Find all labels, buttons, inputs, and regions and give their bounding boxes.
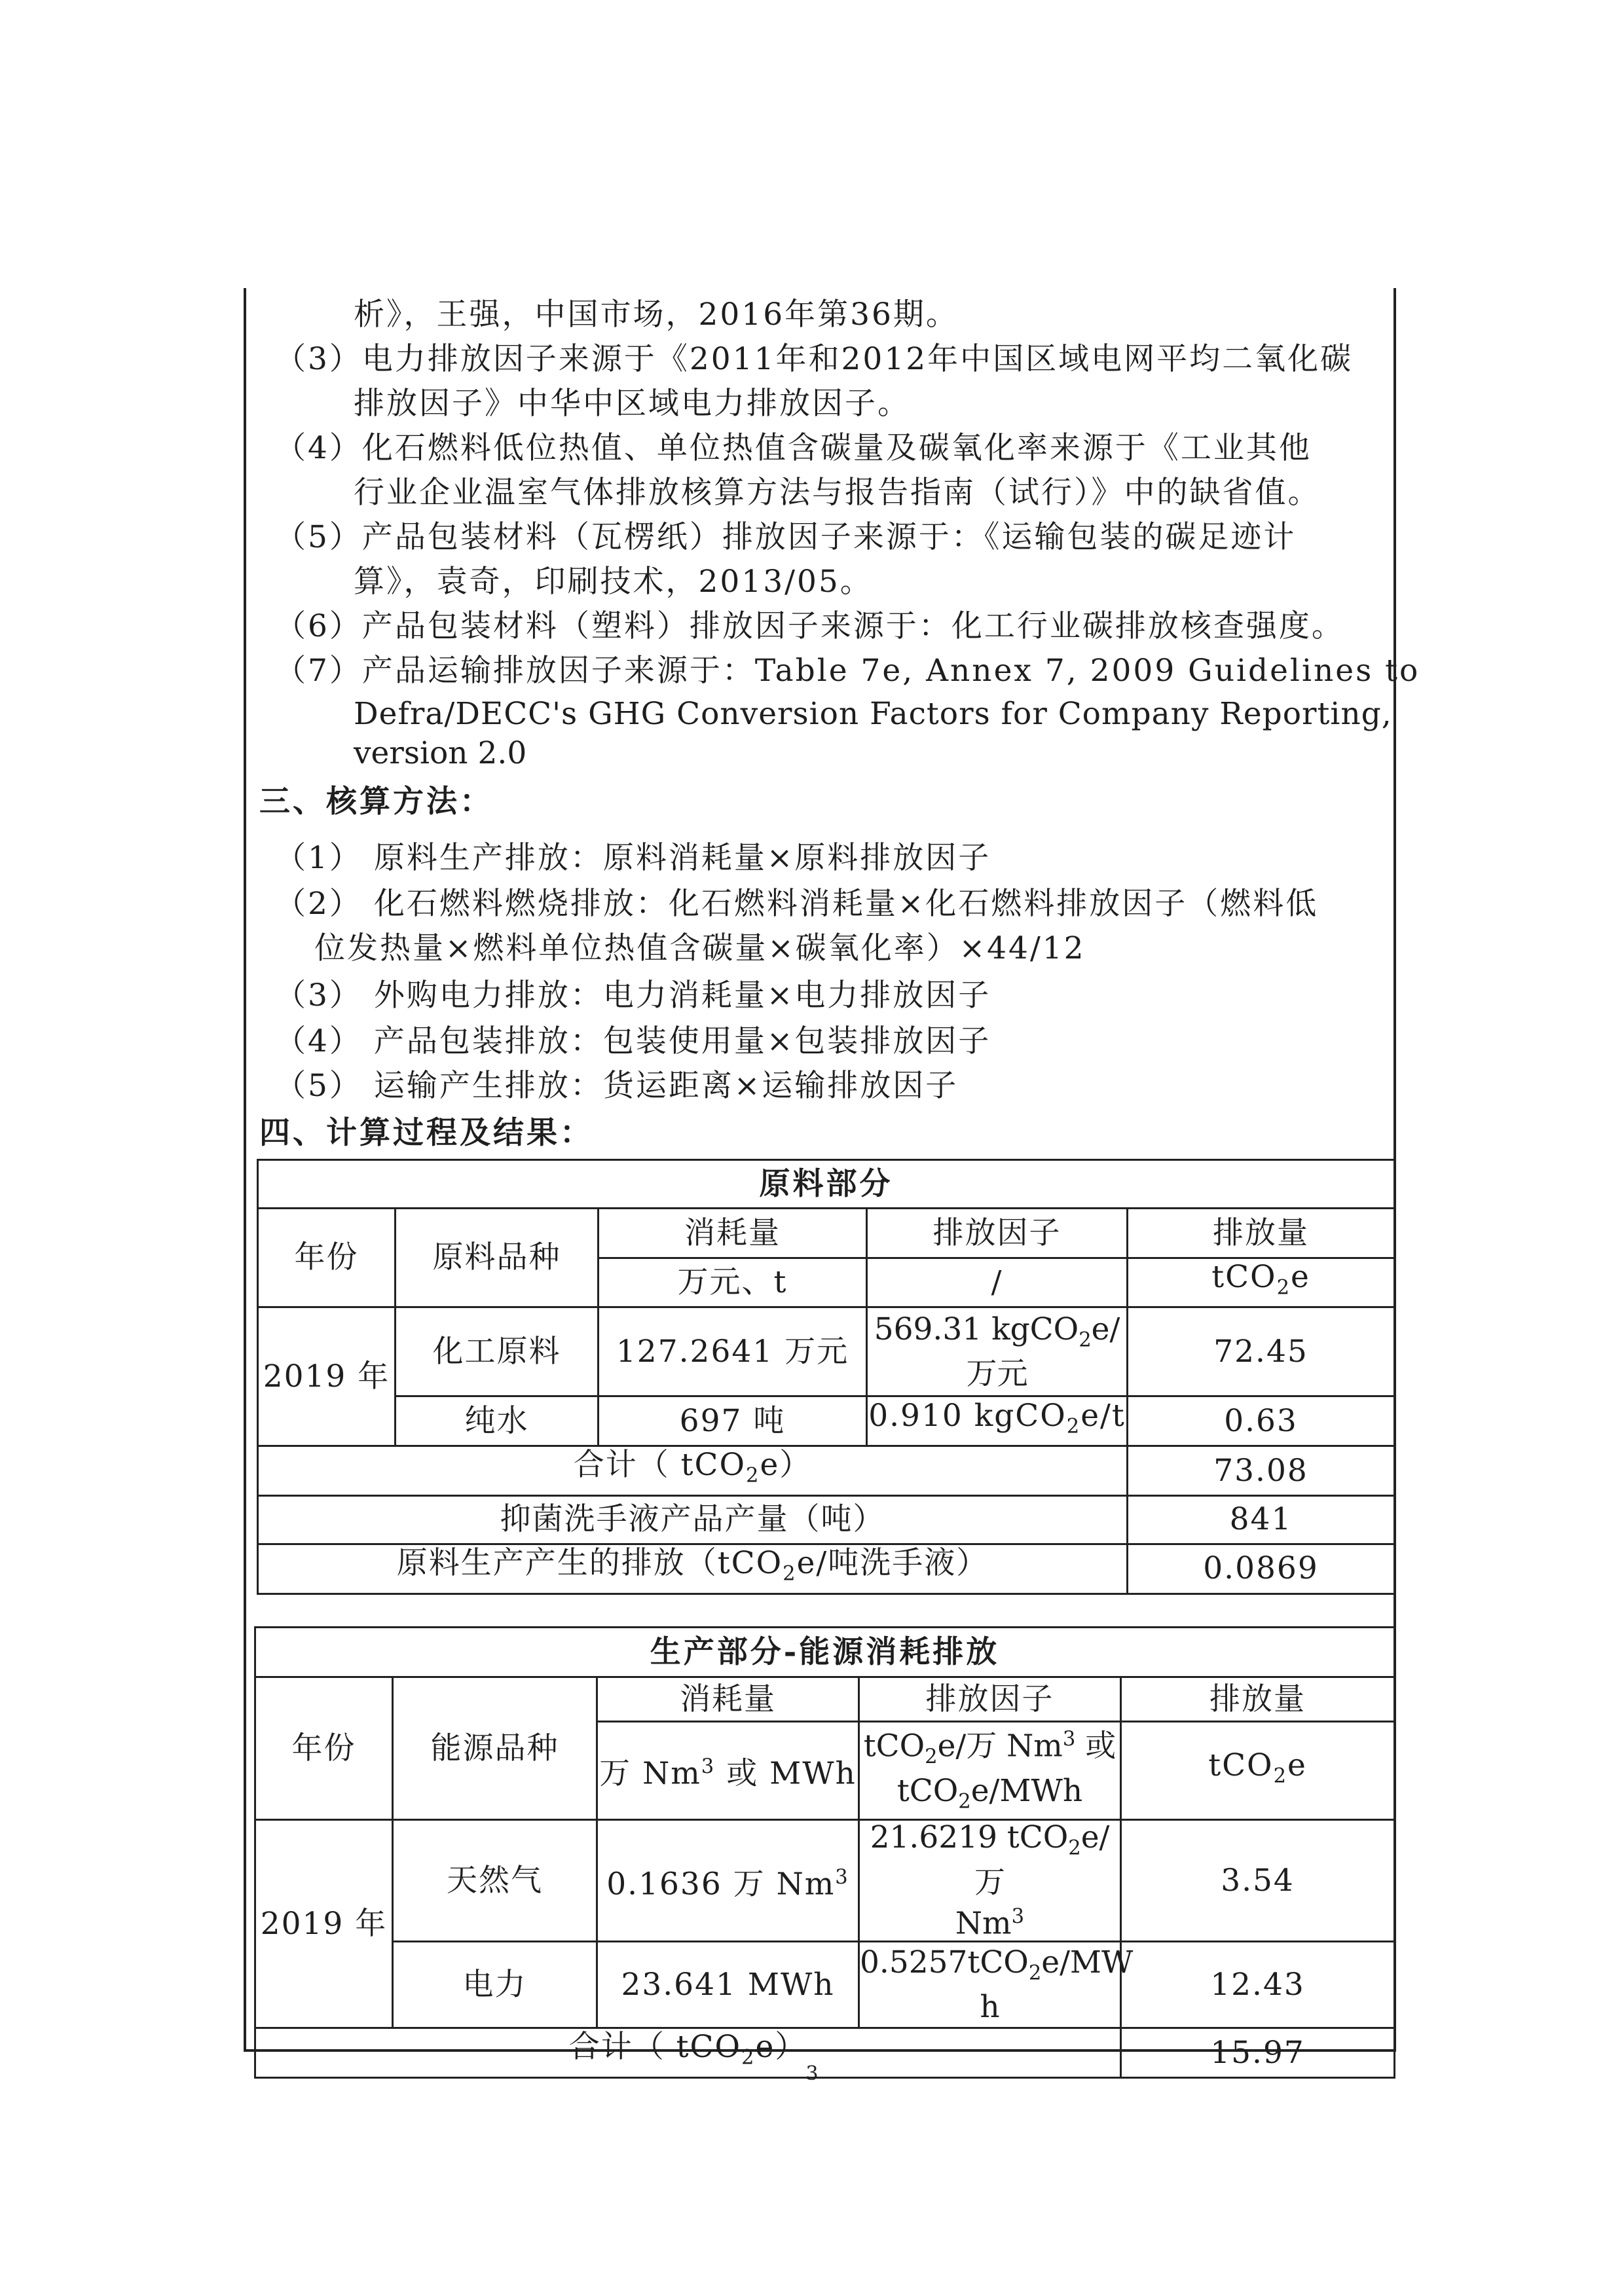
ref-3: （3）电力排放因子来源于《2011年和2012年中国区域电网平均二氧化碳 — [275, 341, 1354, 377]
unit-consumption: 万元、t — [599, 1258, 867, 1307]
ref-4-cont: 行业企业温室气体排放核算方法与报告指南（试行）》中的缺省值。 — [354, 475, 1321, 511]
ref-7: （7）产品运输排放因子来源于：Table 7e, Annex 7, 2009 Guidelines to — [275, 653, 1420, 689]
col-year: 年份 — [255, 1677, 393, 1820]
method-2: （2） 化石燃料燃烧排放：化石燃料消耗量×化石燃料排放因子（燃料低 — [275, 886, 1319, 922]
raw-material-table — [257, 1159, 1395, 1595]
unit-consumption: 万 Nm$^3$ 或 MWh — [597, 1722, 859, 1820]
col-year: 年份 — [258, 1209, 396, 1307]
ref-3-cont: 排放因子》中华中区域电力排放因子。 — [354, 386, 910, 422]
year-cell: 2019 年 — [258, 1307, 396, 1446]
material-chemical: 化工原料 — [396, 1307, 599, 1396]
energy-table — [254, 1626, 1395, 2079]
factor-electricity: 0.5257tCO$_2$e/MW h — [859, 1942, 1121, 2028]
per-unit-label: 原料生产产生的排放（tCO$_2$e/吨洗手液） — [258, 1544, 1128, 1594]
emission-chemical: 72.45 — [1128, 1307, 1395, 1396]
energy-gas: 天然气 — [393, 1820, 597, 1942]
ref-5: （5）产品包装材料（瓦楞纸）排放因子来源于：《运输包装的碳足迹计 — [275, 519, 1297, 555]
consumption-electricity: 23.641 MWh — [597, 1942, 859, 2028]
method-4: （4） 产品包装排放：包装使用量×包装排放因子 — [275, 1023, 991, 1059]
unit-emission: tCO$_2$e — [1121, 1722, 1395, 1820]
emission-electricity: 12.43 — [1121, 1942, 1395, 2028]
ref-5-cont: 算》，袁奇，印刷技术，2013/05。 — [354, 564, 873, 600]
total-value: 15.97 — [1121, 2028, 1395, 2077]
method-1: （1） 原料生产排放：原料消耗量×原料排放因子 — [275, 840, 991, 876]
col-emission: 排放量 — [1121, 1677, 1395, 1722]
ref-line-2-cont: 析》，王强，中国市场，2016年第36期。 — [354, 297, 959, 333]
col-emission-factor: 排放因子 — [867, 1209, 1128, 1258]
emission-gas: 3.54 — [1121, 1820, 1395, 1942]
table-title: 生产部分-能源消耗排放 — [255, 1628, 1395, 1677]
factor-water: 0.910 kgCO$_2$e/t — [867, 1396, 1128, 1446]
col-energy-type: 能源品种 — [393, 1677, 597, 1820]
page-number: 3 — [805, 2062, 819, 2085]
col-material-type: 原料品种 — [396, 1209, 599, 1307]
col-consumption: 消耗量 — [597, 1677, 859, 1722]
method-2-cont: 位发热量×燃料单位热值含碳量×碳氧化率）×44/12 — [314, 930, 1086, 966]
consumption-water: 697 吨 — [599, 1396, 867, 1446]
unit-factor: / — [867, 1258, 1128, 1307]
per-unit-value: 0.0869 — [1128, 1544, 1395, 1594]
energy-electricity: 电力 — [393, 1942, 597, 2028]
col-emission-factor: 排放因子 — [859, 1677, 1121, 1722]
factor-gas: 21.6219 tCO$_2$e/万 Nm$^3$ — [859, 1820, 1121, 1942]
ref-7-cont: Defra/DECC's GHG Conversion Factors for Company Reporting, — [354, 696, 1392, 732]
method-5: （5） 运输产生排放：货运距离×运输排放因子 — [275, 1068, 959, 1104]
col-emission: 排放量 — [1128, 1209, 1395, 1258]
year-cell: 2019 年 — [255, 1820, 393, 2028]
output-value: 841 — [1128, 1495, 1395, 1544]
table-title: 原料部分 — [258, 1160, 1395, 1209]
total-label: 合计（ tCO$_2$e） — [255, 2028, 1121, 2077]
ref-7-version: version 2.0 — [354, 735, 527, 771]
section-4-heading: 四、计算过程及结果： — [259, 1115, 593, 1151]
ref-4: （4）化石燃料低位热值、单位热值含碳量及碳氧化率来源于《工业其他 — [275, 430, 1312, 466]
unit-factor: tCO$_2$e/万 Nm$^3$ 或 tCO$_2$e/MWh — [859, 1722, 1121, 1820]
factor-chemical: 569.31 kgCO$_2$e/ 万元 — [867, 1307, 1128, 1396]
output-label: 抑菌洗手液产品产量（吨） — [258, 1495, 1128, 1544]
total-value: 73.08 — [1128, 1446, 1395, 1495]
section-3-heading: 三、核算方法： — [259, 784, 493, 820]
emission-water: 0.63 — [1128, 1396, 1395, 1446]
ref-6: （6）产品包装材料（塑料）排放因子来源于：化工行业碳排放核查强度。 — [275, 608, 1344, 644]
unit-emission: tCO$_2$e — [1128, 1258, 1395, 1307]
consumption-chemical: 127.2641 万元 — [599, 1307, 867, 1396]
consumption-gas: 0.1636 万 Nm$^3$ — [597, 1820, 859, 1942]
total-label: 合计（ tCO$_2$e） — [258, 1446, 1128, 1495]
material-water: 纯水 — [396, 1396, 599, 1446]
col-consumption: 消耗量 — [599, 1209, 867, 1258]
method-3: （3） 外购电力排放：电力消耗量×电力排放因子 — [275, 977, 991, 1013]
